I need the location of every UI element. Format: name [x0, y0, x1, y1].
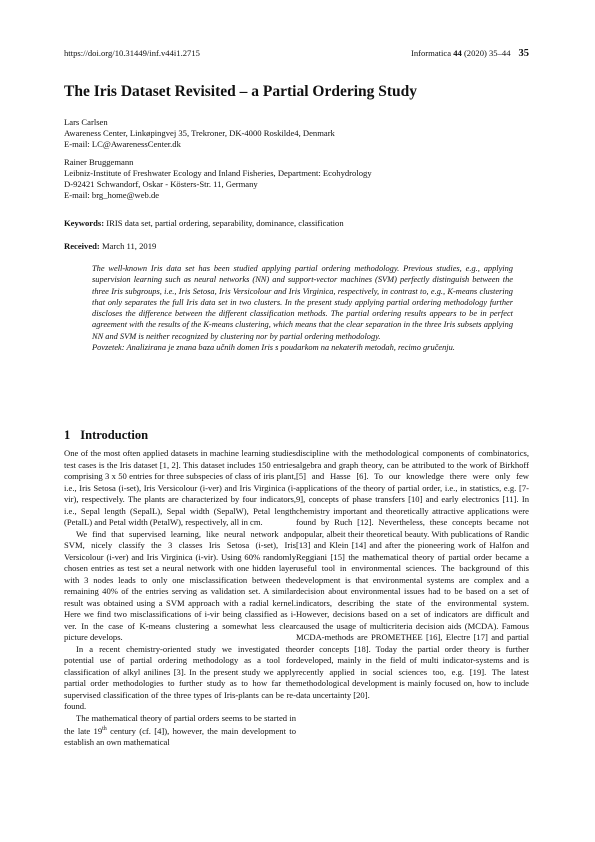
author-block-2: [64, 157, 372, 201]
section-number: 1: [64, 428, 71, 442]
paper-title: The Iris Dataset Revisited – a Partial Ordering Study: [64, 83, 418, 100]
author-block-1: [64, 117, 335, 150]
author-email[interactable]: E-mail: brg_home@web.de: [64, 190, 160, 200]
section-heading: [64, 428, 148, 443]
body-column-left: [64, 448, 296, 749]
abstract: [92, 263, 513, 353]
superscript: th: [102, 726, 107, 732]
received-line: [64, 241, 156, 251]
running-header-doi[interactable]: https://doi.org/10.31449/inf.v44i1.2715: [64, 48, 200, 58]
received-date: March 11, 2019: [99, 241, 157, 251]
paragraph: In a recent chemistry-oriented study we investigated the potential use of partial ordering methodology as a tool for classification of alkyl anilines [3]. In the present study we apply partial order methodologies to further study as to how far the supervised classification of the three types of Iris-plants can be re-found.: [64, 643, 296, 711]
body-column-right: [296, 448, 529, 701]
page-number: 35: [518, 48, 529, 59]
keywords-text: IRIS data set, partial ordering, separability, dominance, classification: [104, 218, 344, 228]
abstract-text: The well-known Iris data set has been studied applying partial ordering methodology. Previous studies, e.g., applying supervision learning such as neural networks (NN) and support-vector machines (SVM) perfectly distinguish between the three Iris subgroups, i.e., Iris Setosa, Iris Versicolour and Iris Virginica, respectively, in contrast to, e.g., K-means clustering that only separates the full Iris data set in two clusters. In the present study applying partial ordering methodology further discloses the difference between the different classification methods. The partial ordering results appears to be in perfect agreement with the results of the K-means clustering, which means that the clear separation in the three Iris subsets applying NN and SVM is neither recognized by clustering nor by partial ordering methodology.: [92, 264, 513, 341]
section-title: Introduction: [80, 428, 149, 442]
author-email[interactable]: E-mail: LC@AwarenessCenter.dk: [64, 139, 181, 149]
journal-suffix: (2020) 35–44: [461, 48, 511, 58]
journal-volume: 44: [453, 48, 462, 58]
povzetek-text: Povzetek: Analizirana je znana baza učnih domen Iris s poudarkom na nekaterih metodah, recimo gručenju.: [92, 342, 455, 352]
paragraph: One of the most often applied datasets in machine learning studies test cases is the Iris dataset [1, 2]. This dataset includes 150 entries comprising 3 x 50 entries for three subspecies of class of iris plant, i.e., Iris Setosa (i-set), Iris Versicolour (i-ver) and Iris Virginica (i-vir), respectively. The plants are characterized by four indicators, i.e., Sepal length (SepalL), Sepal width (SepalW), Petal length (PetalL) and Petal width (PetalW), respectively, all in cm.: [64, 448, 296, 527]
paragraph: discipline with the methodological components of combinatorics, algebra and graph theory, can be attributed to the work of Birkhoff [5] and Hasse [6]. To our knowledge there were only few applications of the theory of partial order, i.e., in statistics, e.g. [7-9], concepts of phase transfers [10] and early electronics [11]. In chemistry important and theoretically attractive applications were found by Ruch [12]. Nevertheless, these concepts became not popular, albeit their theoretical beauty. With publications of Randic [13] and Klein [14] and after the pioneering work of Halfon and Reggiani [15] the mathematical theory of partial order became a useful tool in environmental sciences. The background of this development is that environmental systems are complex and a decision about environmental issues had to be based on a set of indicators, describing the state of the environmental system. However, decisions based on a set of indicators are difficult and caused the usage of multicriteria decision aids (MCDA). Famous MCDA-methods are PROMETHEE [16], Electre [17] and partial order concepts [18]. Today the partial order theory is further developed, mainly in the field of multi indicator-systems and is recently applied in social sciences too, e.g. [19]. The latest methodological development is mainly focused on, how to include data uncertainty [20].: [296, 448, 529, 700]
paragraph: We find that supervised learning, like neural network and SVM, nicely classify the 3 classes Iris Setosa (i-set), Iris Versicolour (i-ver) and Iris Virginica (i-vir). Using 60% randomly chosen entries as test set a neural network with one hidden layer with 3 nodes leads to only one misclassification between the remaining 40% of the entries serving as validation set. A similar result was obtained using a SVM approach with a radial kernel. Here we find two misclassifications of i-vir being classified as i-ver. In the case of K-means clustering a somewhat less clear picture develops.: [64, 528, 296, 642]
paragraph-part: century (cf. [4]), however, the main development to establish an own mathematical: [64, 725, 296, 748]
journal-prefix: Informatica: [410, 48, 454, 58]
paragraph: [64, 713, 296, 749]
author-name: Rainer Bruggemann: [64, 157, 134, 167]
paragraph-part: The mathematical theory of partial orders seems to be started in the late 19: [64, 712, 296, 736]
received-label: Received:: [64, 241, 100, 251]
running-header-journal: [411, 48, 529, 59]
author-affiliation: Awareness Center, Linkøpingvej 35, Trekroner, DK-4000 Roskilde4, Denmark: [64, 128, 335, 138]
keywords-line: [64, 218, 344, 228]
author-name: Lars Carlsen: [64, 117, 108, 127]
keywords-label: Keywords:: [64, 218, 105, 228]
author-address: D-92421 Schwandorf, Oskar - Kösters-Str. 11, Germany: [64, 179, 258, 189]
author-affiliation: Leibniz-Institute of Freshwater Ecology and Inland Fisheries, Department: Ecohydrology: [64, 168, 372, 178]
